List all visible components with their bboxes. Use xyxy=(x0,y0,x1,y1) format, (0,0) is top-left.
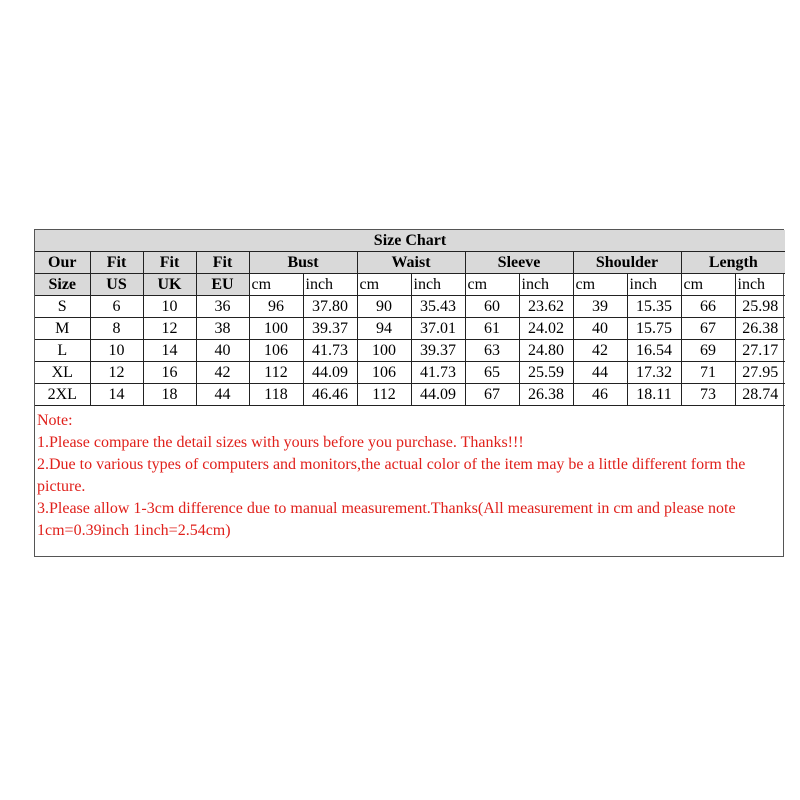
table-cell: 112 xyxy=(357,384,411,406)
table-cell: 12 xyxy=(90,362,143,384)
table-cell: 38 xyxy=(196,318,249,340)
note-item: 3.Please allow 1-3cm difference due to manual measurement.Thanks(All measurement in cm and please note 1cm=0.39inch 1inch=2.54cm) xyxy=(37,500,736,539)
table-cell: 46 xyxy=(573,384,627,406)
table-cell: 44 xyxy=(196,384,249,406)
table-cell: 24.02 xyxy=(519,318,573,340)
table-cell: XL xyxy=(35,362,90,384)
table-cell: 67 xyxy=(465,384,519,406)
unit-length-inch: inch xyxy=(735,274,785,296)
table-cell: 41.73 xyxy=(303,340,357,362)
table-cell: 10 xyxy=(143,296,196,318)
table-cell: 6 xyxy=(90,296,143,318)
unit-length-cm: cm xyxy=(681,274,735,296)
header-our-size-bottom: Size xyxy=(35,274,90,296)
table-row xyxy=(35,362,785,384)
table-cell: 39.37 xyxy=(303,318,357,340)
table-cell: 2XL xyxy=(35,384,90,406)
table-cell: 37.80 xyxy=(303,296,357,318)
header-length: Length xyxy=(681,252,785,274)
table-cell: 17.32 xyxy=(627,362,681,384)
table-cell: 90 xyxy=(357,296,411,318)
table-cell: 18.11 xyxy=(627,384,681,406)
table-cell: 26.38 xyxy=(735,318,785,340)
table-cell: 44.09 xyxy=(303,362,357,384)
unit-waist-cm: cm xyxy=(357,274,411,296)
table-cell: 42 xyxy=(196,362,249,384)
unit-sleeve-inch: inch xyxy=(519,274,573,296)
table-cell: 44 xyxy=(573,362,627,384)
header-our-size-top: Our xyxy=(35,252,90,274)
header-row-1 xyxy=(35,252,785,274)
table-cell: 26.38 xyxy=(519,384,573,406)
note-item: 2.Due to various types of computers and monitors,the actual color of the item may be a little different form the picture. xyxy=(37,456,746,495)
table-cell: 23.62 xyxy=(519,296,573,318)
header-fit-eu-bottom: EU xyxy=(196,274,249,296)
header-bust: Bust xyxy=(249,252,357,274)
table-cell: 100 xyxy=(249,318,303,340)
unit-shoulder-inch: inch xyxy=(627,274,681,296)
table-cell: 39.37 xyxy=(411,340,465,362)
table-cell: S xyxy=(35,296,90,318)
chart-title: Size Chart xyxy=(35,230,785,252)
table-cell: 37.01 xyxy=(411,318,465,340)
header-fit-uk-bottom: UK xyxy=(143,274,196,296)
table-cell: 106 xyxy=(249,340,303,362)
table-cell: 8 xyxy=(90,318,143,340)
table-cell: 27.17 xyxy=(735,340,785,362)
table-cell: 46.46 xyxy=(303,384,357,406)
table-cell: 44.09 xyxy=(411,384,465,406)
table-cell: M xyxy=(35,318,90,340)
table-row xyxy=(35,340,785,362)
table-cell: 65 xyxy=(465,362,519,384)
table-cell: 40 xyxy=(196,340,249,362)
unit-sleeve-cm: cm xyxy=(465,274,519,296)
table-cell: 27.95 xyxy=(735,362,785,384)
title-row xyxy=(35,230,785,252)
table-cell: 67 xyxy=(681,318,735,340)
table-cell: 66 xyxy=(681,296,735,318)
header-row-2 xyxy=(35,274,785,296)
table-cell: 42 xyxy=(573,340,627,362)
table-cell: 25.98 xyxy=(735,296,785,318)
header-waist: Waist xyxy=(357,252,465,274)
table-cell: 12 xyxy=(143,318,196,340)
note-item: 1.Please compare the detail sizes with yours before you purchase. Thanks!!! xyxy=(37,434,524,451)
table-cell: 16 xyxy=(143,362,196,384)
header-sleeve: Sleeve xyxy=(465,252,573,274)
unit-bust-inch: inch xyxy=(303,274,357,296)
header-fit-us-bottom: US xyxy=(90,274,143,296)
table-cell: 14 xyxy=(90,384,143,406)
table-cell: 112 xyxy=(249,362,303,384)
notes-heading: Note: xyxy=(37,412,73,429)
notes-section xyxy=(35,406,783,556)
header-fit-eu-top: Fit xyxy=(196,252,249,274)
header-shoulder: Shoulder xyxy=(573,252,681,274)
table-cell: 39 xyxy=(573,296,627,318)
unit-waist-inch: inch xyxy=(411,274,465,296)
table-cell: 69 xyxy=(681,340,735,362)
table-row xyxy=(35,384,785,406)
table-cell: 60 xyxy=(465,296,519,318)
table-cell: 16.54 xyxy=(627,340,681,362)
table-row xyxy=(35,296,785,318)
table-cell: 18 xyxy=(143,384,196,406)
table-cell: 118 xyxy=(249,384,303,406)
table-cell: 61 xyxy=(465,318,519,340)
table-cell: 106 xyxy=(357,362,411,384)
table-cell: 24.80 xyxy=(519,340,573,362)
table-cell: 96 xyxy=(249,296,303,318)
table-row xyxy=(35,318,785,340)
table-cell: 100 xyxy=(357,340,411,362)
table-cell: 63 xyxy=(465,340,519,362)
header-fit-uk-top: Fit xyxy=(143,252,196,274)
unit-shoulder-cm: cm xyxy=(573,274,627,296)
table-cell: 41.73 xyxy=(411,362,465,384)
table-cell: 10 xyxy=(90,340,143,362)
table-cell: 15.35 xyxy=(627,296,681,318)
table-cell: 71 xyxy=(681,362,735,384)
table-cell: 35.43 xyxy=(411,296,465,318)
unit-bust-cm: cm xyxy=(249,274,303,296)
table-cell: 15.75 xyxy=(627,318,681,340)
table-cell: 94 xyxy=(357,318,411,340)
table-cell: 14 xyxy=(143,340,196,362)
table-cell: 25.59 xyxy=(519,362,573,384)
size-chart xyxy=(34,229,784,557)
size-chart-table xyxy=(35,230,785,406)
table-cell: 40 xyxy=(573,318,627,340)
table-cell: 73 xyxy=(681,384,735,406)
table-cell: 36 xyxy=(196,296,249,318)
table-cell: 28.74 xyxy=(735,384,785,406)
table-cell: L xyxy=(35,340,90,362)
header-fit-us-top: Fit xyxy=(90,252,143,274)
